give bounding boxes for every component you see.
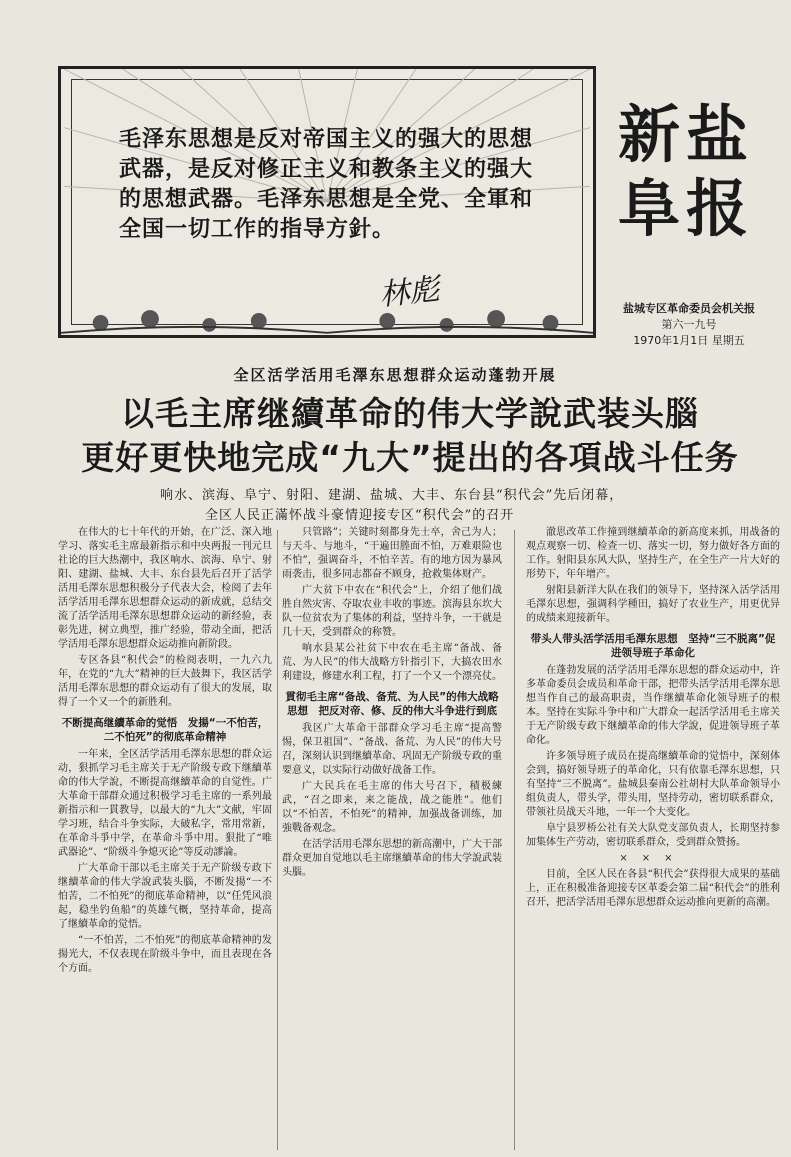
paragraph: 在伟大的七十年代的开始，在广泛、深入地学习、落实毛主席最新指示和中央两报一刊元旦社论的巨大热潮中，我区响水、滨海、阜宁、射阳、建湖、盐城、大丰、东台县先后召开了活学活用毛澤东思想积极分子代表大会，检阅了去年活学活用毛澤东思想群众运动的新成就，总结交流了活学活用毛澤东思想群众运动的新经验，表彰先进，树立典型，推广经验，带动全面，把活学活用毛澤东思想群众运动推向新阶段。 [58, 527, 272, 650]
masthead-title-line1: 新盐 [617, 98, 754, 171]
paragraph: 在蓬勃发展的活学活用毛澤东思想的群众运动中，许多革命委员会成员和革命干部，把带头活学活用毛澤东思想当作自己的最高职责，当作继續革命化领导班子的根本。坚持在实际斗争中和广大群众一起活学活用毛主席关于无产阶级专政下继續革命的伟大学說，促进领导班子革命化。 [526, 665, 780, 746]
section-heading: 带头人带头活学活用毛澤东思想 坚持“三不脱离”促进领导班子革命化 [530, 633, 776, 659]
main-headline-line2: 更好更快地完成“九大”提出的各項战斗任务 [81, 438, 739, 477]
column-divider [277, 530, 278, 1150]
quotation-box [58, 66, 596, 338]
issue-date: 1970年1月1日 星期五 [633, 334, 745, 347]
paragraph: 澈思改革工作撞到继續革命的新高度来抓，用战备的观点观察一切、检查一切、落实一切，努力做好各方面的工作。射阳县东风大队，坚持生产，在全生产一片大好的形势下，年年增产。 [526, 527, 780, 580]
publisher-line: 盐城专区革命委员会机关报 [623, 302, 755, 315]
paragraph: 目前，全区人民在各县“积代会”获得很大成果的基础上，正在积极准备迎接专区革委会第二届“积代会”的胜利召开，把活学活用毛澤东思想群众运动推向更新的高潮。 [526, 869, 780, 908]
paragraph: 阜宁县罗桥公社有关大队党支部负责人，长期坚持参加集体生产劳动，密切联系群众，受到群众赞扬。 [526, 823, 780, 848]
masthead-title [616, 98, 756, 246]
paragraph: 一年来，全区活学活用毛澤东思想的群众运动，狠抓学习毛主席关于无产阶级专政下继續革命的伟大学說，不断提高继續革命的自觉性。广大革命干部群众通过积极学习毛主席的一系列最新指示和一貫教导，以最大的“九大”文献，牢固学习班，结合斗争实际，大破私字，常用常新，在革命斗爭中学，在革命斗爭中用。狠批了“唯武器论”、“阶级斗争熄灭论”等反动謬論。 [58, 749, 272, 858]
main-headline-line1: 以毛主席继續革命的伟大学說武装头腦 [121, 394, 699, 433]
chairman-quotation: 毛泽东思想是反对帝国主义的强大的思想武器，是反对修正主义和教条主义的强大的思想武器。毛泽东思想是全党、全軍和全国一切工作的指导方針。 [119, 127, 534, 242]
flower-border-decoration [61, 299, 593, 335]
headline-kicker: 全区活学活用毛澤东思想群众运动蓬勃开展 [233, 366, 557, 384]
paragraph: 许多领导班子成员在提高继續革命的觉悟中，深刻体会到，搞好领导班子的革命化，只有依靠毛澤东思想，只有坚持“三不脱离”。盐城县秦南公社胡村大队革命领导小组负责人，带头学，带头用，坚持劳动，密切联系群众，带领社员战天斗地，一年一个大变化。 [526, 751, 780, 818]
paragraph: 广大贫下中农在“积代会”上，介绍了他们战胜自然灾害、夺取农业丰收的事迹。滨海县东坎大队一位贫农为了集体的利益，坚持斗争，一干就是几十天，受到群众的称赞。 [282, 585, 502, 638]
paragraph: 专区各县“积代会”的检阅表明，一九六九年，在党的“九大”精神的巨大鼓舞下，我区活学活用毛澤东思想的群众运动有了很大的发展，取得了一个又一个的新胜利。 [58, 655, 272, 708]
signature: 林彪 [377, 271, 442, 314]
issue-number: 第六一九号 [661, 318, 717, 331]
section-heading: 貫彻毛主席“备战、备荒、为人民”的伟大战略思想 把反对帝、修、反的伟大斗争进行到底 [285, 691, 499, 717]
masthead-title-line2: 阜报 [617, 172, 754, 245]
paragraph: 在活学活用毛澤东思想的新高潮中，广大干部群众更加自觉地以毛主席继續革命的伟大学說武装头腦。 [282, 839, 502, 878]
paragraph: “一不怕苦，二不怕死”的彻底革命精神的发揚光大，不仅表现在阶级斗争中，而且表现在各个方面。 [58, 935, 272, 974]
paragraph: 响水县某公社贫下中农在毛主席“备战、备荒、为人民”的伟大战略方针指引下，大搞农田水利建设，修建水利工程，打了一个又一个漂亮仗。 [282, 643, 502, 682]
paragraph: 射阳县新洋大队在我们的领导下，坚持深入活学活用毛澤东思想，强调科学種田，搞好了农业生产，用更优异的成绩来迎接新年。 [526, 585, 780, 624]
paragraph: 我区广大革命干部群众学习毛主席“提高警惕，保卫祖国”、“备战、备荒、为人民”的伟大号召，深刻认识到继續革命、巩固无产阶级专政的重要意义，以实际行动做好战备工作。 [282, 723, 502, 776]
subheadline-line1: 响水、滨海、阜宁、射阳、建湖、盐城、大丰、东台县“积代会”先后闭幕， [160, 488, 624, 503]
section-heading: 不断提高继續革命的觉悟 发揚“一不怕苦，二不怕死”的彻底革命精神 [61, 717, 269, 743]
article-column-3 [526, 526, 780, 1151]
paragraph: 广大革命干部以毛主席关于无产阶级专政下继續革命的伟大学說武装头腦，不断发揚“一不怕苦，二不怕死”的彻底革命精神，以“任凭风浪起，稳坐钓鱼船”的英雄气概，坚持革命，提高了继續革命的觉悟。 [58, 863, 272, 930]
column-divider [514, 530, 515, 1150]
paragraph: 只管路”；关键时刻都身先士卒，舍己为人；与天斗、与地斗，“干遍田塍面不怕，万难艰险也不怕”，强调奋斗，不怕辛苦。有的地方因为暴风雨袭击，很多同志都奋不顾身，抢救集体财产。 [282, 527, 502, 580]
article-column-1 [58, 526, 272, 1151]
subheadline-line2: 全区人民正滿怀战斗豪情迎接专区“积代会”的召开 [205, 508, 515, 523]
article-column-2 [282, 526, 502, 1151]
section-separator: ××× [619, 853, 687, 864]
paragraph: 广大民兵在毛主席的伟大号召下，積极練武，“召之即来，来之能战，战之能胜”。他们以“不怕苦，不怕死”的精神，加强战备训练，加強戰备观念。 [282, 781, 502, 834]
